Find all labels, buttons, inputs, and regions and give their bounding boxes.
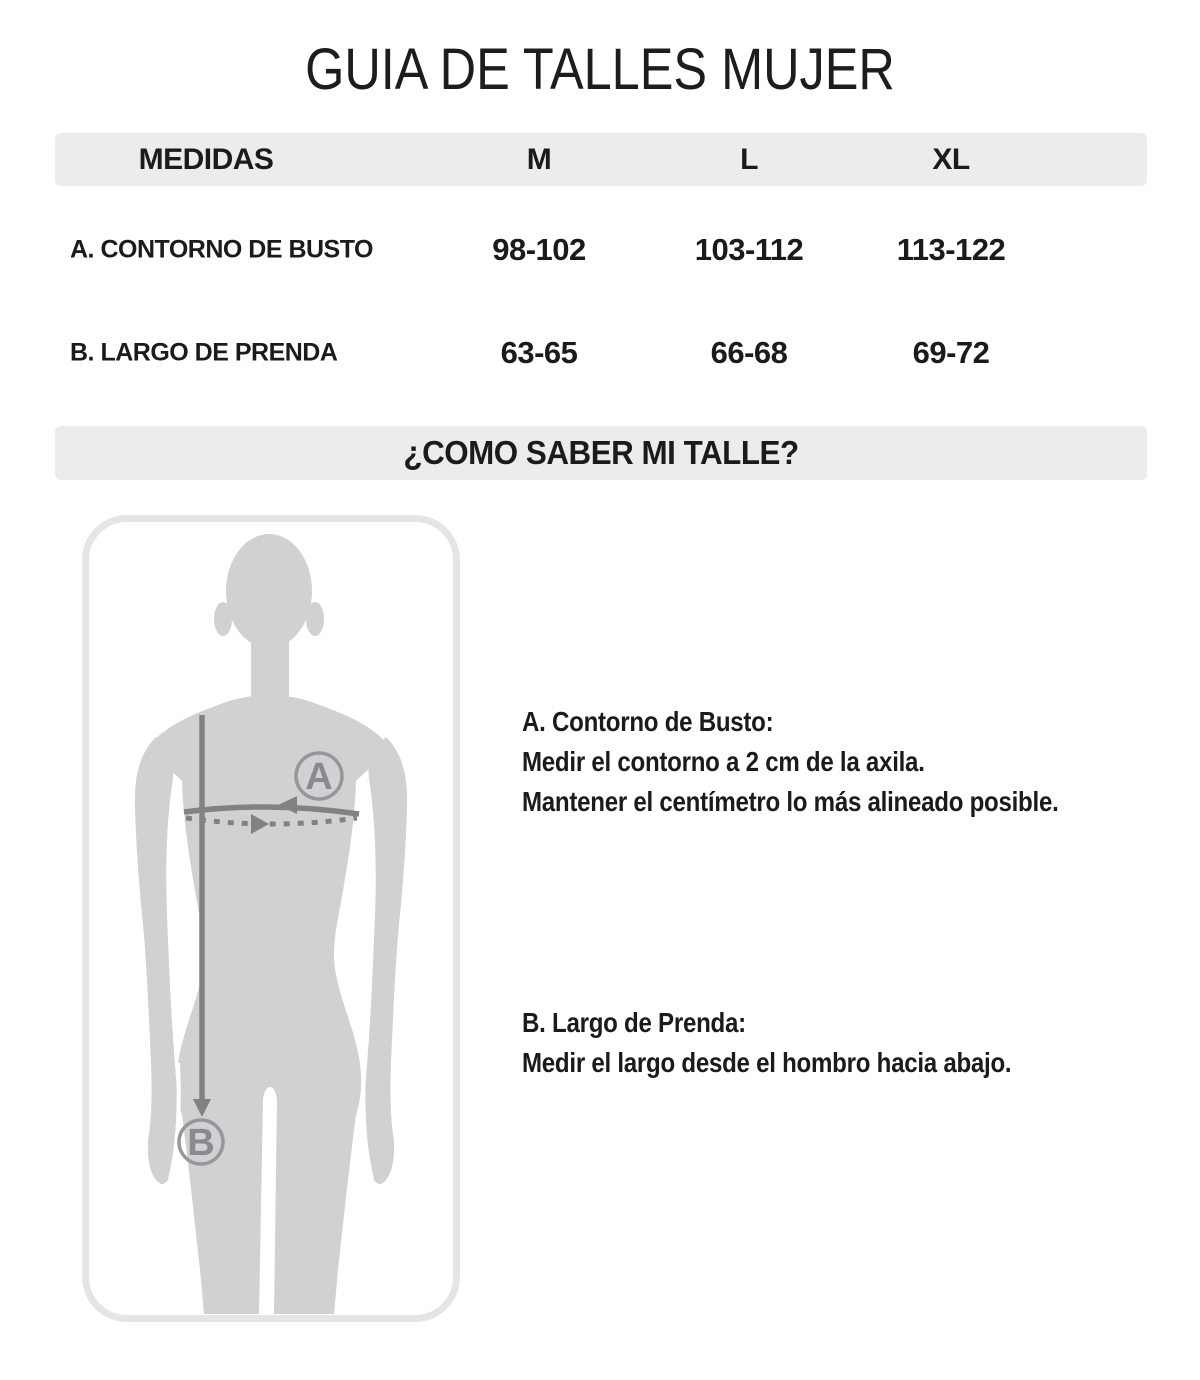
- silhouette-ear-left: [214, 602, 232, 636]
- silhouette-torso-legs: [150, 695, 388, 1314]
- length-value-l: 66-68: [710, 335, 788, 370]
- silhouette-neck: [251, 605, 289, 705]
- row-label-bust: A. CONTORNO DE BUSTO: [70, 235, 373, 264]
- length-value-xl: 69-72: [912, 335, 990, 370]
- page-title-text: GUIA DE TALLES MUJER: [305, 37, 895, 102]
- instruction-length-line-1: Medir el largo desde el hombro hacia abajo.: [522, 1047, 1012, 1078]
- marker-b-letter: B: [187, 1122, 215, 1164]
- silhouette-arm-right: [364, 737, 407, 1184]
- table-row-length: [55, 336, 1147, 370]
- measurement-figure-frame: [82, 515, 460, 1322]
- silhouette-ear-right: [306, 602, 324, 636]
- table-row-bust: [55, 233, 1147, 267]
- measurement-figure: [82, 515, 460, 1322]
- instruction-bust-heading: A. Contorno de Busto:: [522, 706, 774, 737]
- instruction-bust: [522, 702, 1059, 822]
- bust-value-xl: 113-122: [896, 232, 1006, 267]
- row-label-length: B. LARGO DE PRENDA: [70, 338, 338, 367]
- female-silhouette: [135, 534, 407, 1314]
- silhouette-arm-left: [135, 737, 178, 1184]
- table-header-size-xl: XL: [932, 142, 970, 176]
- table-header-medidas: MEDIDAS: [138, 142, 274, 176]
- instruction-length: [522, 1003, 1011, 1083]
- bust-value-l: 103-112: [694, 232, 804, 267]
- marker-a-letter: A: [305, 756, 333, 798]
- page-title: [0, 37, 1200, 102]
- section-header-banner: [55, 426, 1147, 480]
- section-header-text: ¿COMO SABER MI TALLE?: [403, 434, 799, 471]
- instruction-bust-line-1: Medir el contorno a 2 cm de la axila.: [522, 746, 925, 777]
- bust-value-m: 98-102: [492, 232, 586, 267]
- instruction-length-heading: B. Largo de Prenda:: [522, 1007, 746, 1038]
- table-header-size-l: L: [740, 142, 758, 176]
- instruction-bust-line-2: Mantener el centímetro lo más alineado posible.: [522, 786, 1059, 817]
- table-header-row: [55, 133, 1147, 186]
- table-header-size-m: M: [526, 142, 552, 176]
- length-value-m: 63-65: [500, 335, 578, 370]
